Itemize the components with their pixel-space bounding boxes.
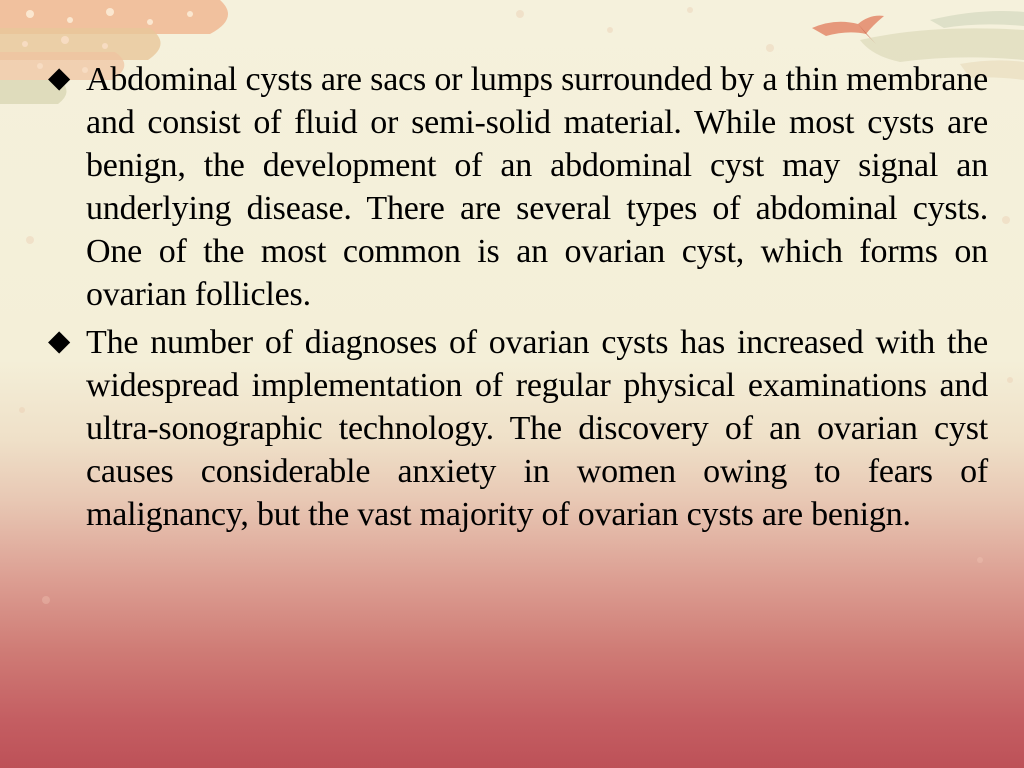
bullet-item: [48, 321, 988, 536]
bullet-list: [48, 58, 988, 541]
diamond-bullet-icon: ◆: [48, 62, 71, 94]
diamond-bullet-icon: ◆: [48, 325, 71, 357]
bullet-item: [48, 58, 988, 316]
bullet-text: Abdominal cysts are sacs or lumps surrounded by a thin membrane and consist of fluid or semi-solid material. While most cysts are benign, the development of an abdominal cyst may signal an underlying disease. There are several types of abdominal cysts. One of the most common is an ovarian cyst, which forms on ovarian follicles.: [86, 61, 988, 313]
bullet-text: The number of diagnoses of ovarian cysts has increased with the widespread implementation of regular physical examinations and ultra-sonographic technology. The discovery of an ovarian cyst causes considerable anxiety in women owing to fears of malignancy, but the vast majority of ovarian cysts are benign.: [86, 324, 988, 533]
